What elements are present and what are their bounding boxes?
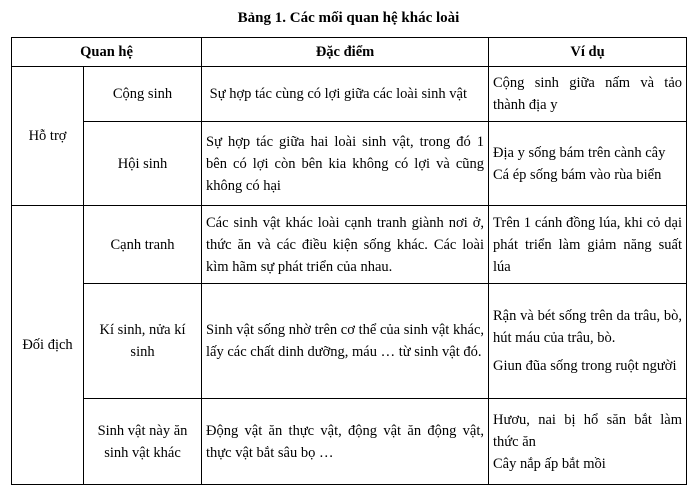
header-features: Đặc điểm xyxy=(202,38,489,67)
example-text: Hươu, nai bị hổ săn bắt làm thức ăn xyxy=(493,411,683,450)
relation-name: Kí sinh, nửa kí sinh xyxy=(84,284,202,399)
example-text: Cá ép sống bám vào rùa biển xyxy=(493,166,662,183)
relation-feature: Sự hợp tác giữa hai loài sinh vật, trong đó 1 bên có lợi còn bên kia không có lợi và cũng không có hại xyxy=(202,122,489,206)
header-row xyxy=(12,38,687,67)
example-text: Rận và bét sống trên da trâu, bò, hút máu của trâu, bò. xyxy=(493,308,683,346)
header-examples: Ví dụ xyxy=(489,38,687,67)
relation-feature: Các sinh vật khác loài cạnh tranh giành nơi ở, thức ăn và các điều kiện sống khác. Các loài kìm hãm sự phát triển của nhau. xyxy=(202,206,489,284)
table-row xyxy=(12,122,687,206)
relation-examples xyxy=(489,67,687,122)
header-relation: Quan hệ xyxy=(12,38,202,67)
relation-feature: Động vật ăn thực vật, động vật ăn động vật, thực vật bắt sâu bọ … xyxy=(202,399,489,485)
relation-name: Hội sinh xyxy=(84,122,202,206)
relation-name: Cộng sinh xyxy=(84,67,202,122)
group-support: Hỗ trợ xyxy=(12,67,84,206)
table-row xyxy=(12,67,687,122)
relationships-table xyxy=(11,37,687,485)
example-text: Cây nắp ấp bắt mồi xyxy=(493,455,606,472)
relation-name: Cạnh tranh xyxy=(84,206,202,284)
group-antagonism: Đối địch xyxy=(12,206,84,485)
example-text: Giun đũa sống trong ruột người xyxy=(493,358,677,374)
table-row xyxy=(12,284,687,399)
relation-feature: Sự hợp tác cùng có lợi giữa các loài sinh vật xyxy=(202,67,489,122)
relation-examples xyxy=(489,399,687,485)
relation-examples xyxy=(489,284,687,399)
relation-feature: Sinh vật sống nhờ trên cơ thể của sinh vật khác, lấy các chất dinh dưỡng, máu … từ sinh vật đó. xyxy=(202,284,489,399)
table-row xyxy=(12,399,687,485)
relation-examples xyxy=(489,122,687,206)
example-text: Trên 1 cánh đồng lúa, khi cỏ dại phát triển làm giảm năng suất lúa xyxy=(493,214,683,275)
relation-name: Sinh vật này ăn sinh vật khác xyxy=(84,399,202,485)
example-text: Cộng sinh giữa nấm và tảo thành địa y xyxy=(493,75,683,113)
relation-examples xyxy=(489,206,687,284)
table-title: Bảng 1. Các mối quan hệ khác loài xyxy=(237,10,460,26)
example-text: Địa y sống bám trên cành cây xyxy=(493,144,666,161)
table-row xyxy=(12,206,687,284)
